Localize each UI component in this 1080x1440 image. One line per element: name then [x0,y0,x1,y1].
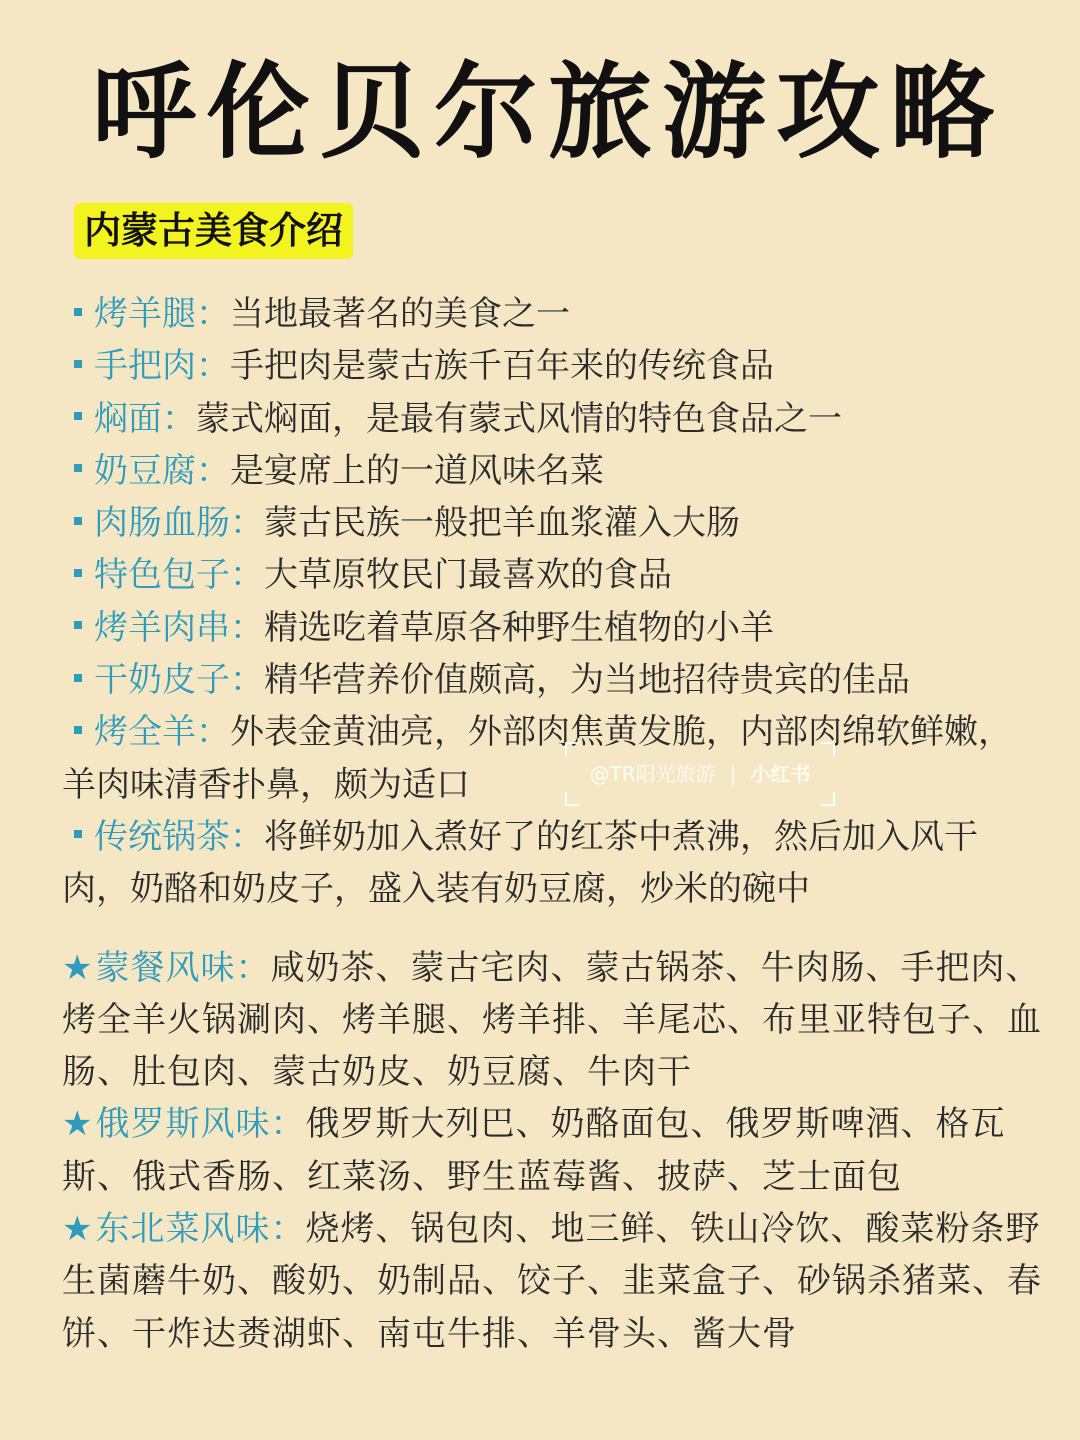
food-item [62,393,1042,445]
food-label: 焖面： [94,398,196,439]
bullet-icon [74,464,82,472]
food-desc: 大草原牧民门最喜欢的食品 [264,555,672,596]
food-desc: 手把肉是蒙古族千百年来的传统食品 [230,346,774,387]
bullet-icon [74,621,82,629]
food-item [62,445,1042,497]
food-label: 传统锅茶： [94,816,264,857]
watermark-separator: | [729,762,737,786]
bullet-icon [74,830,82,838]
food-desc: 是宴席上的一道风味名菜 [230,450,604,491]
food-label: 肉肠血肠： [94,503,264,544]
food-item [62,602,1042,654]
cuisine-desc: 咸奶茶、蒙古宅肉、蒙古锅茶、牛肉肠、手把肉、烤全羊火锅涮肉、烤羊腿、烤羊排、羊尾芯、布里亚特包子、血肠、肚包肉、蒙古奶皮、奶豆腐、牛肉干 [62,947,1042,1093]
food-label: 烤羊腿： [94,294,230,334]
bullet-icon [74,517,82,525]
food-label: 奶豆腐： [94,450,230,491]
cuisine-desc: 俄罗斯大列巴、奶酪面包、俄罗斯啤酒、格瓦斯、俄式香肠、红菜汤、野生蓝莓酱、披萨、芝士面包 [62,1104,1006,1197]
watermark-corner-br [821,792,835,806]
food-desc: 精华营养价值颇高，为当地招待贵宾的佳品 [264,660,910,701]
food-item [62,811,1042,916]
food-item [62,706,1042,811]
food-list [62,288,1042,1360]
cuisine-item [62,942,1042,1099]
food-desc: 精选吃着草原各种野生植物的小羊 [264,607,774,648]
bullet-icon [74,726,82,734]
food-item [62,497,1042,549]
food-desc: 将鲜奶加入煮好了的红茶中煮沸，然后加入风干肉，奶酪和奶皮子，盛入装有奶豆腐，炒米的碗中 [62,816,978,910]
watermark-corner-tl [565,742,579,756]
watermark-brand: 小红书 [750,762,811,786]
cuisine-label: 俄罗斯风味： [95,1104,306,1145]
cuisine-desc: 烧烤、锅包肉、地三鲜、铁山冷饮、酸菜粉条野生菌蘑牛奶、酸奶、奶制品、饺子、韭菜盒子、砂锅杀猪菜、春饼、干炸达赉湖虾、南屯牛排、羊骨头、酱大骨 [62,1209,1042,1354]
section-gap [62,916,1042,942]
food-label: 烤全羊： [94,712,230,753]
food-desc: 蒙古民族一般把羊血浆灌入大肠 [264,503,740,544]
food-label: 手把肉： [94,346,230,387]
watermark-corner-bl [565,792,579,806]
food-desc: 外表金黄油亮，外部肉焦黄发脆，内部肉绵软鲜嫩，羊肉味清香扑鼻，颇为适口 [62,712,1012,805]
bullet-icon [74,674,82,682]
food-label: 特色包子： [94,555,264,596]
page-title: 呼伦贝尔旅游攻略 [92,51,1005,173]
cuisine-label: 东北菜风味： [95,1209,306,1250]
bullet-icon [74,412,82,420]
star-icon: ★ [62,1209,94,1250]
food-item [62,549,1042,601]
cuisine-item [62,1203,1042,1360]
cuisine-item [62,1098,1042,1203]
watermark-user: @TR阳光旅游 [589,762,716,786]
food-label: 烤羊肉串： [94,607,264,648]
star-icon: ★ [62,1104,94,1145]
section-title-badge: 内蒙古美食介绍 [74,203,353,259]
watermark-corner-tr [821,742,835,756]
food-item [62,288,1042,340]
food-desc: 蒙式焖面，是最有蒙式风情的特色食品之一 [196,398,842,439]
food-desc: 当地最著名的美食之一 [230,294,570,334]
food-item [62,340,1042,392]
food-item [62,654,1042,706]
bullet-icon [74,308,82,316]
bullet-icon [74,569,82,577]
bullet-icon [74,360,82,368]
cuisine-label: 蒙餐风味： [95,947,271,988]
star-icon: ★ [62,947,94,988]
watermark [565,742,835,806]
food-label: 干奶皮子： [94,660,264,701]
